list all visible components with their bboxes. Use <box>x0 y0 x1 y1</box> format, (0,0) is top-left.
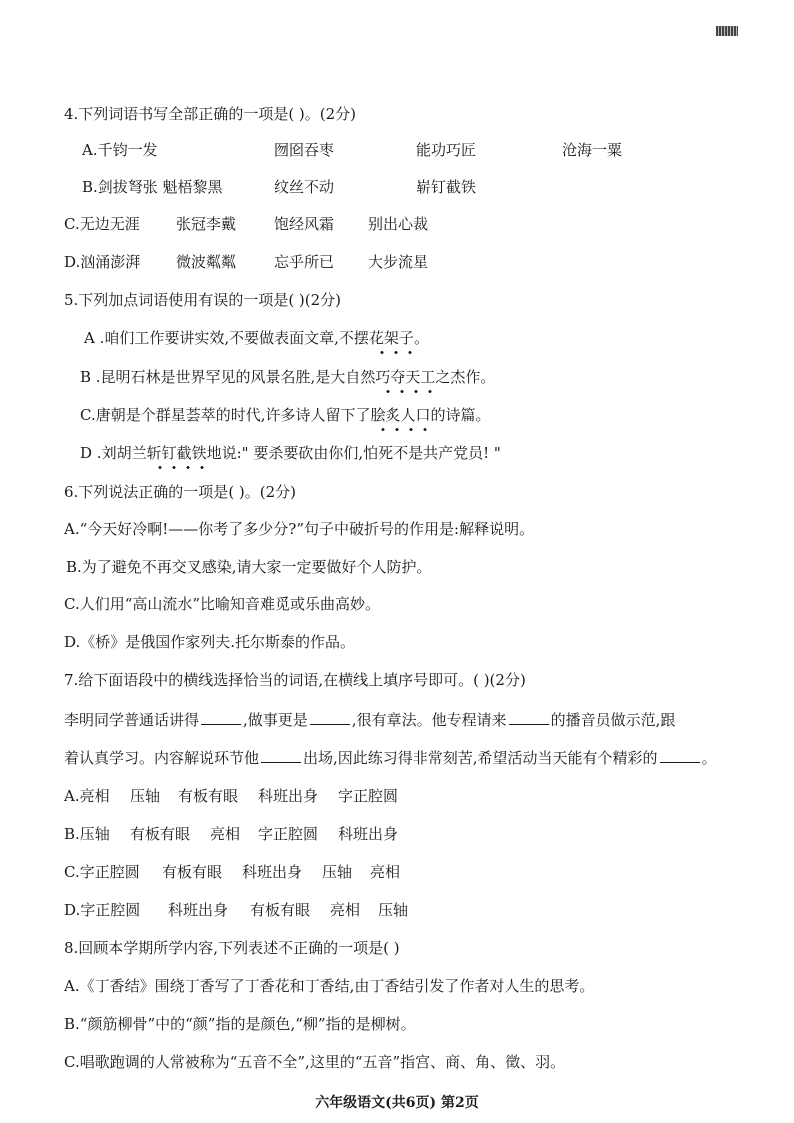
q7-c-3: 科班出身 <box>242 863 303 881</box>
q4-a-label: A.千钧一发 <box>82 141 158 159</box>
q5-option-b <box>80 367 495 387</box>
q7-b-2: 有板有眼 <box>130 825 191 843</box>
q7-passage-line1 <box>64 710 675 730</box>
q7-p1-seg2: ,做事更是 <box>243 711 308 729</box>
q7-d-1: D.字正腔圆 <box>64 901 141 919</box>
q7-p2-seg3: 。 <box>701 749 717 767</box>
q7-blank-4[interactable] <box>261 748 301 763</box>
q4-d-label: D.汹涌澎湃 <box>64 253 141 271</box>
q5-title: 5.下列加点词语使用有误的一项是( )(2分) <box>64 291 342 309</box>
q5-c-dotted-word: 脍炙人口 <box>370 406 431 424</box>
q7-option-a <box>64 786 464 806</box>
q6-title: 6.下列说法正确的一项是( )。(2分) <box>64 483 297 501</box>
q5-c-text-post: 的诗篇。 <box>430 406 491 424</box>
q4-c-word4: 别出心裁 <box>368 215 429 233</box>
q5-a-text-post: 。 <box>413 329 429 347</box>
q7-b-4: 字正腔圆 <box>258 825 319 843</box>
q7-blank-2[interactable] <box>310 710 350 725</box>
q4-b-word4: 崭钉截铁 <box>416 178 477 196</box>
q7-p2-seg2: 出场,因此练习得非常刻苦,希望活动当天能有个精彩的 <box>303 749 658 767</box>
q7-a-3: 有板有眼 <box>178 787 239 805</box>
q4-d-word2: 微波粼粼 <box>176 253 237 271</box>
q4-title: 4.下列词语书写全部正确的一项是( )。(2分) <box>64 105 357 123</box>
q7-p1-seg4: 的播音员做示范,跟 <box>550 711 676 729</box>
page-footer: 六年级语文(共6页) 第2页 <box>315 1095 479 1111</box>
q7-d-2: 科班出身 <box>168 901 229 919</box>
q4-option-d <box>64 252 704 272</box>
q7-d-3: 有板有眼 <box>250 901 311 919</box>
q7-p1-seg1: 李明同学普通话讲得 <box>64 711 200 729</box>
q7-a-2: 压轴 <box>130 787 161 805</box>
q4-d-word3: 忘乎所已 <box>274 253 335 271</box>
q7-a-4: 科班出身 <box>258 787 319 805</box>
q7-a-1: A.亮相 <box>64 787 110 805</box>
q7-b-1: B.压轴 <box>64 825 110 843</box>
q5-c-text-pre: C.唐朝是个群星荟萃的时代,许多诗人留下了 <box>80 406 371 424</box>
q5-option-a <box>84 328 429 348</box>
q4-d-word4: 大步流星 <box>368 253 429 271</box>
q4-c-word3: 饱经风霜 <box>274 215 335 233</box>
q7-c-1: C.字正腔圆 <box>64 863 140 881</box>
q8-option-a: A.《丁香结》围绕丁香写了丁香花和丁香结,由丁香结引发了作者对人生的思考。 <box>64 977 595 995</box>
q4-a-word3: 能功巧匠 <box>416 141 477 159</box>
q8-option-c: C.唱歌跑调的人常被称为“五音不全”,这里的“五音”指宫、商、角、徵、羽。 <box>64 1053 566 1071</box>
q6-option-a: A.“今天好冷啊!——你考了多少分?”句子中破折号的作用是:解释说明。 <box>64 520 535 538</box>
q7-option-d <box>64 900 464 920</box>
q7-c-2: 有板有眼 <box>162 863 223 881</box>
q5-b-dotted-word: 巧夺天工 <box>375 368 436 386</box>
q5-d-text-pre: D .刘胡兰 <box>80 444 147 462</box>
q5-option-c <box>80 405 491 425</box>
q7-title: 7.给下面语段中的横线选择恰当的词语,在横线上填序号即可。( )(2分) <box>64 671 526 689</box>
q8-title: 8.回顾本学期所学内容,下列表述不正确的一项是( ) <box>64 939 400 957</box>
q4-b-word3: 纹丝不动 <box>274 178 335 196</box>
scan-mark <box>716 26 738 36</box>
q7-b-5: 科班出身 <box>338 825 399 843</box>
q5-a-text-pre: A .咱们工作要讲实效,不要做表面文章,不摆 <box>84 329 369 347</box>
q4-b-label: B.剑拔弩张 魁梧黎黑 <box>82 178 223 196</box>
q7-c-5: 亮相 <box>370 863 401 881</box>
q4-a-word4: 沧海一粟 <box>562 141 623 159</box>
q7-b-3: 亮相 <box>210 825 241 843</box>
q5-option-d <box>80 443 501 463</box>
q4-option-b <box>82 177 722 197</box>
q7-option-b <box>64 824 464 844</box>
q6-option-b: B.为了避免不再交叉感染,请大家一定要做好个人防护。 <box>66 558 432 576</box>
q4-c-label: C.无边无涯 <box>64 215 140 233</box>
q8-option-b: B.“颜筋柳骨”中的“颜”指的是颜色,“柳”指的是柳树。 <box>64 1015 416 1033</box>
q7-passage-line2 <box>64 748 717 768</box>
q7-option-c <box>64 862 464 882</box>
q4-option-a <box>82 140 722 160</box>
q7-p1-seg3: ,很有章法。他专程请来 <box>351 711 507 729</box>
q4-a-word2: 囫囵吞枣 <box>274 141 335 159</box>
q6-option-d: D.《桥》是俄国作家列夫.托尔斯泰的作品。 <box>64 633 356 651</box>
q7-d-5: 压轴 <box>378 901 409 919</box>
q7-d-4: 亮相 <box>330 901 361 919</box>
q4-c-word2: 张冠李戴 <box>176 215 237 233</box>
q5-d-text-post: 地说:" 要杀要砍由你们,怕死不是共产党员! " <box>206 444 501 462</box>
q6-option-c: C.人们用“高山流水”比喻知音难觅或乐曲高妙。 <box>64 595 381 613</box>
q5-a-dotted-word: 花架子 <box>368 329 414 347</box>
q7-blank-5[interactable] <box>660 748 700 763</box>
q5-d-dotted-word: 斩钉截铁 <box>146 444 207 462</box>
q7-blank-3[interactable] <box>509 710 549 725</box>
q5-b-text-pre: B .昆明石林是世界罕见的风景名胜,是大自然 <box>80 368 376 386</box>
q7-c-4: 压轴 <box>322 863 353 881</box>
q7-p2-seg1: 着认真学习。内容解说环节他 <box>64 749 260 767</box>
q7-a-5: 字正腔圆 <box>338 787 399 805</box>
q4-option-c <box>64 214 704 234</box>
q5-b-text-post: 之杰作。 <box>435 368 496 386</box>
q7-blank-1[interactable] <box>201 710 241 725</box>
